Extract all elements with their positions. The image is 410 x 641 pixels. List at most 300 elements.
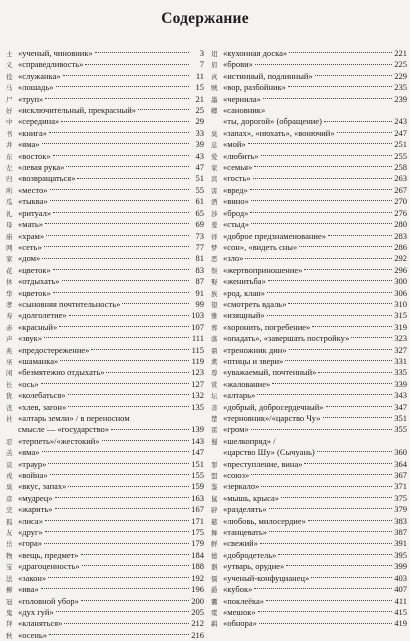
entry-character: 书 [6,129,13,138]
entry-title: «добрый, добросердечный» [223,401,324,412]
entry-title: «яма» [18,447,40,458]
toc-entry [6,550,204,561]
entry-character: 坛 [211,392,218,401]
entry-character: 中 [6,118,13,127]
dot-leader [304,269,392,270]
dot-leader [254,166,392,167]
entry-character: 声 [6,335,13,344]
entry-title: «храм» [18,230,45,241]
entry-title: «любовь, милосердие» [223,515,306,526]
toc-entry [211,345,407,356]
dot-leader [44,543,189,544]
entry-character: 休 [6,278,13,287]
toc-entry [6,288,204,299]
page-number: 258 [394,162,407,173]
page-number: 196 [191,584,204,595]
page-number: 292 [394,253,407,264]
page-number: 306 [394,287,407,298]
entry-title: «яма» [18,139,40,150]
toc-entry [211,561,407,572]
page-number: 419 [394,618,407,629]
entry-title: «запах», «нюхать», «вонючий» [223,127,335,138]
dot-leader [251,474,392,475]
entry-title: «брови» [223,59,253,70]
entry-title: «зло» [223,253,244,264]
toc-entry [6,538,204,549]
page-number: 315 [394,310,407,321]
dot-leader [45,531,189,532]
entry-title: смысле — «государство» [18,424,110,435]
entry-character: 羞 [211,221,218,230]
entry-character: 闲 [6,369,13,378]
dot-leader [66,166,189,167]
entry-character: 墨 [211,95,218,104]
toc-entry [6,561,204,572]
dot-leader [44,337,189,338]
entry-title: «справедливость» [18,59,84,70]
entry-title: «истинный, подлинный» [223,70,313,81]
dot-leader [122,303,189,304]
entry-title: «лиса» [18,515,43,526]
dot-leader [269,508,392,509]
entry-character: 井 [6,141,13,150]
page-number: 375 [394,492,407,503]
entry-character: 犹 [6,392,13,401]
entry-character: 涉 [211,209,218,218]
page-number: 51 [195,173,204,184]
entry-title: «левая рука» [18,162,65,173]
page-number: 43 [195,150,204,161]
page-number: 83 [195,264,204,275]
entry-character: 物 [6,551,13,560]
entry-title: «добродетель» [223,549,277,560]
entry-title: «возвращаться» [18,173,76,184]
page-number: 371 [394,481,407,492]
entry-title: «цветок» [18,264,51,275]
entry-character: 落 [211,335,218,344]
dot-leader [248,143,392,144]
entry-character: 爱 [211,152,218,161]
entry-title: «ива» [18,584,39,595]
entry-character: 岳 [6,540,13,549]
entry-character: 法 [6,574,13,583]
dot-leader [278,554,392,555]
toc-entry [211,208,407,219]
entry-title: «поклеёка» [223,595,264,606]
page-number: 247 [394,127,407,138]
page-number: 286 [394,241,407,252]
entry-character: 臭 [211,129,218,138]
entry-title: «гора» [18,538,43,549]
page-number: 65 [195,207,204,218]
dot-leader [61,121,189,122]
entry-title: «сановник» [223,105,266,116]
page-number: 225 [394,59,407,70]
page-number: 15 [195,82,204,93]
entry-title: «жалование» [223,378,271,389]
toc-entry [211,436,407,447]
toc-entry [211,538,407,549]
dot-leader [318,372,392,373]
entry-title: «место» [18,184,48,195]
entry-title: «птицы и звери» [223,355,284,366]
page-number: 107 [191,321,204,332]
entry-character: 囊 [211,597,218,606]
entry-title: «долголетие» [18,310,67,321]
entry-title: «мать» [18,219,43,230]
entry-character: 友 [6,529,13,538]
page-number: 355 [394,424,407,435]
dot-leader [138,109,189,110]
entry-character: 善 [211,403,218,412]
entry-title: «шаманка» [18,355,59,366]
dot-leader [263,98,392,99]
page-number: 200 [191,595,204,606]
page-number: 276 [394,207,407,218]
entry-character: 狐 [6,517,13,526]
entry-character: 蜀 [211,437,218,446]
entry-title: «цветок» [18,287,51,298]
page-number: 387 [394,527,407,538]
entry-title: «мой» [223,139,246,150]
entry-character: 羔 [6,449,13,458]
entry-title: «доброе предзнаменование» [223,230,326,241]
page-number: 171 [191,515,204,526]
page-number: 403 [394,572,407,583]
page-number: 270 [394,196,407,207]
page-number: 25 [195,105,204,116]
entry-character: 真 [211,72,218,81]
entry-character: 戎 [6,472,13,481]
entry-character: 丧 [6,403,13,412]
page-number: 383 [394,515,407,526]
entry-character: 器 [211,563,218,572]
entry-character: 孝 [6,300,13,309]
dot-leader [48,577,189,578]
page-number: 399 [394,561,407,572]
dot-leader [59,326,189,327]
entry-character: 左 [6,164,13,173]
entry-character: 禽 [211,357,218,366]
dot-leader [317,451,392,452]
dot-leader [111,429,189,430]
page-number: 111 [191,333,204,344]
dot-leader [85,64,189,65]
dot-leader [254,588,392,589]
page-number: 205 [191,606,204,617]
toc-entry [6,618,204,629]
entry-character: 俎 [211,50,218,58]
entry-title: «отдыхать» [18,276,60,287]
toc-entry [6,208,204,219]
dot-leader [251,200,392,201]
toc-entry [6,356,204,367]
dot-leader [286,565,392,566]
toc-entry [6,413,204,424]
entry-character: 祭 [211,266,218,275]
entry-title: «служанка» [18,70,61,81]
dot-leader [326,406,392,407]
toc-entry [6,367,204,378]
toc-entry [211,196,407,207]
toc-entry [6,390,204,401]
dot-leader [48,463,189,464]
page-number: 379 [394,504,407,515]
entry-character: 鼎 [211,346,218,355]
entry-character: 马 [6,84,13,93]
toc-entry [6,105,204,116]
toc-entry [211,82,407,93]
page-number: 255 [394,150,407,161]
toc-entry [6,128,204,139]
toc-entry [211,59,407,70]
page-number: 188 [191,561,204,572]
toc-entry [211,596,407,607]
toc-entry [6,173,204,184]
entry-title: «терпеть»/«жестокий» [18,435,100,446]
entry-character: 酒 [211,198,218,207]
dot-leader [267,315,392,316]
dot-leader [50,189,190,190]
entry-character: 辟 [211,506,218,515]
entry-title: «преступление, вина» [223,458,303,469]
page-number: 33 [195,127,204,138]
entry-title: «алтарь» [223,390,256,401]
entry-character: 宝 [6,563,13,572]
page-number: 192 [191,572,204,583]
page-number: 283 [394,230,407,241]
toc-entry [6,116,204,127]
toc-entry [211,516,407,527]
entry-character: 社 [6,415,13,423]
entry-character: 瓜 [6,198,13,207]
dot-leader [259,623,392,624]
toc-entry [6,402,204,413]
dot-leader [106,372,189,373]
dot-leader [68,486,189,487]
page-number: 3 [199,48,204,58]
toc-entry [211,116,407,127]
entry-character: 臭 [6,483,13,492]
entry-title: «колебаться» [18,390,66,401]
entry-character: 葬 [211,323,218,332]
entry-title: «ритуал» [18,207,52,218]
dot-leader [269,531,392,532]
toc-entry [211,333,407,344]
toc-entry [6,596,204,607]
dot-leader [266,600,392,601]
toc-entry [6,48,204,59]
page-number: 323 [394,333,407,344]
toc-entry [211,413,407,424]
dot-leader [50,200,189,201]
page-number: 391 [394,538,407,549]
dot-leader [250,212,392,213]
dot-leader [42,451,189,452]
page-number: 61 [195,196,204,207]
toc-entry [6,82,204,93]
dot-leader [267,292,392,293]
entry-title: «звук» [18,333,42,344]
entry-title: «дом» [18,253,41,264]
dot-leader [50,474,189,475]
entry-character: 舞 [211,529,218,538]
dot-leader [46,235,189,236]
toc-entry [6,584,204,595]
entry-title: «восток» [18,150,51,161]
dot-leader [289,52,392,53]
toc-entry [6,162,204,173]
dot-leader [56,86,189,87]
toc-entry [211,493,407,504]
entry-character: 尸 [6,95,13,104]
entry-character: 庙 [6,232,13,241]
entry-character: 羁 [211,620,218,629]
entry-title: «мышь, крыса» [223,492,280,503]
entry-title: «гром» [223,424,249,435]
dot-leader [49,132,189,133]
toc-entry [211,504,407,515]
toc-entry [6,196,204,207]
entry-title: «изящный» [223,310,265,321]
entry-character: 贼 [211,84,218,93]
page-number: 251 [394,139,407,150]
toc-entry [6,459,204,470]
toc-entry [211,390,407,401]
entry-character: 眉 [211,61,218,70]
dot-leader [261,486,392,487]
toc-entry [211,139,407,150]
page-number: 127 [191,378,204,389]
entry-title: «шелкопряд» / [223,435,276,446]
toc-entry [6,219,204,230]
toc-entry [211,105,407,116]
dot-leader [285,360,392,361]
entry-character: 义 [6,61,13,70]
dot-leader [41,383,189,384]
page-number: 367 [394,470,407,481]
entry-title: «чернила» [223,93,261,104]
entry-title: «мудрец» [18,492,53,503]
dot-leader [251,429,392,430]
entry-title: «драгоценность» [18,561,80,572]
dot-leader [44,246,189,247]
entry-character: 家 [211,164,218,173]
dot-leader [315,75,392,76]
dot-leader [45,98,189,99]
entry-character: 哀 [6,460,13,469]
page-number: 29 [195,116,204,127]
toc-right-column [211,48,407,630]
entry-character: 橐 [211,608,218,617]
toc-entry [211,231,407,242]
dot-leader [323,417,392,418]
dot-leader [53,212,189,213]
toc-entry [211,219,407,230]
toc-entry [211,288,407,299]
dot-leader [250,189,392,190]
entry-character: 烹 [6,506,13,515]
entry-title: «свежий» [223,538,258,549]
entry-character: 鼠 [211,494,218,503]
entry-character: 盟 [211,472,218,481]
dot-leader [251,223,392,224]
toc-entry [211,242,407,253]
dot-leader [55,497,190,498]
toc-entry [211,151,407,162]
entry-title: «ось» [18,378,39,389]
page-number: 339 [394,378,407,389]
entry-title: «книга» [18,127,47,138]
entry-title: «осень» [18,629,48,640]
entry-character: 尊 [211,369,218,378]
entry-character: 花 [6,266,13,275]
toc-entry [6,276,204,287]
entry-character: 家 [6,255,13,264]
entry-character: 楚 [211,415,218,423]
toc-entry [6,379,204,390]
dot-leader [69,315,189,316]
toc-entry [211,356,407,367]
entry-title: «кланяться» [18,618,63,629]
entry-title: «род, клан» [223,287,266,298]
entry-title: «кубок» [223,584,253,595]
page-number: 347 [394,401,407,412]
entry-title: «уважаемый, почтенный» [223,367,317,378]
dot-leader [328,235,392,236]
toc-entry [211,584,407,595]
entry-title: «труп» [18,93,44,104]
entry-title: «царство Шу» (Сычуань) [223,447,315,458]
page-number: 221 [394,48,407,58]
entry-title: «середина» [18,116,60,127]
toc-entry [211,265,407,276]
entry-title: «женитьба» [223,276,266,287]
page-number: 143 [191,435,204,446]
entry-title: «терновник»/«царство Чу» [223,413,321,423]
dot-leader [311,577,392,578]
toc-entry [6,607,204,618]
entry-character: 望 [211,300,218,309]
dot-leader [41,588,189,589]
entry-title: «война» [18,470,48,481]
entry-character: 雷 [211,426,218,435]
entry-title: «головной убор» [18,595,79,606]
entry-title: «танцевать» [223,527,268,538]
page-number: 73 [195,230,204,241]
entry-character: 寿 [6,312,13,321]
entry-character: 东 [6,152,13,161]
page-number: 147 [191,447,204,458]
dot-leader [81,554,189,555]
dot-leader [281,497,392,498]
toc-entry [211,573,407,584]
dot-leader [45,223,189,224]
dot-leader [68,406,189,407]
entry-character: 巫 [6,357,13,366]
page-number: 395 [394,549,407,560]
toc-entry [211,128,407,139]
dot-leader [95,52,189,53]
entry-character: 役 [6,72,13,81]
entry-title: «ученый, чиновник» [18,48,93,58]
dot-leader [312,326,392,327]
page-number: 39 [195,139,204,150]
entry-character: 爵 [211,586,218,595]
entry-title: «хоронить, погребение» [223,321,311,332]
page-number: 151 [191,458,204,469]
page-number: 411 [394,595,407,606]
